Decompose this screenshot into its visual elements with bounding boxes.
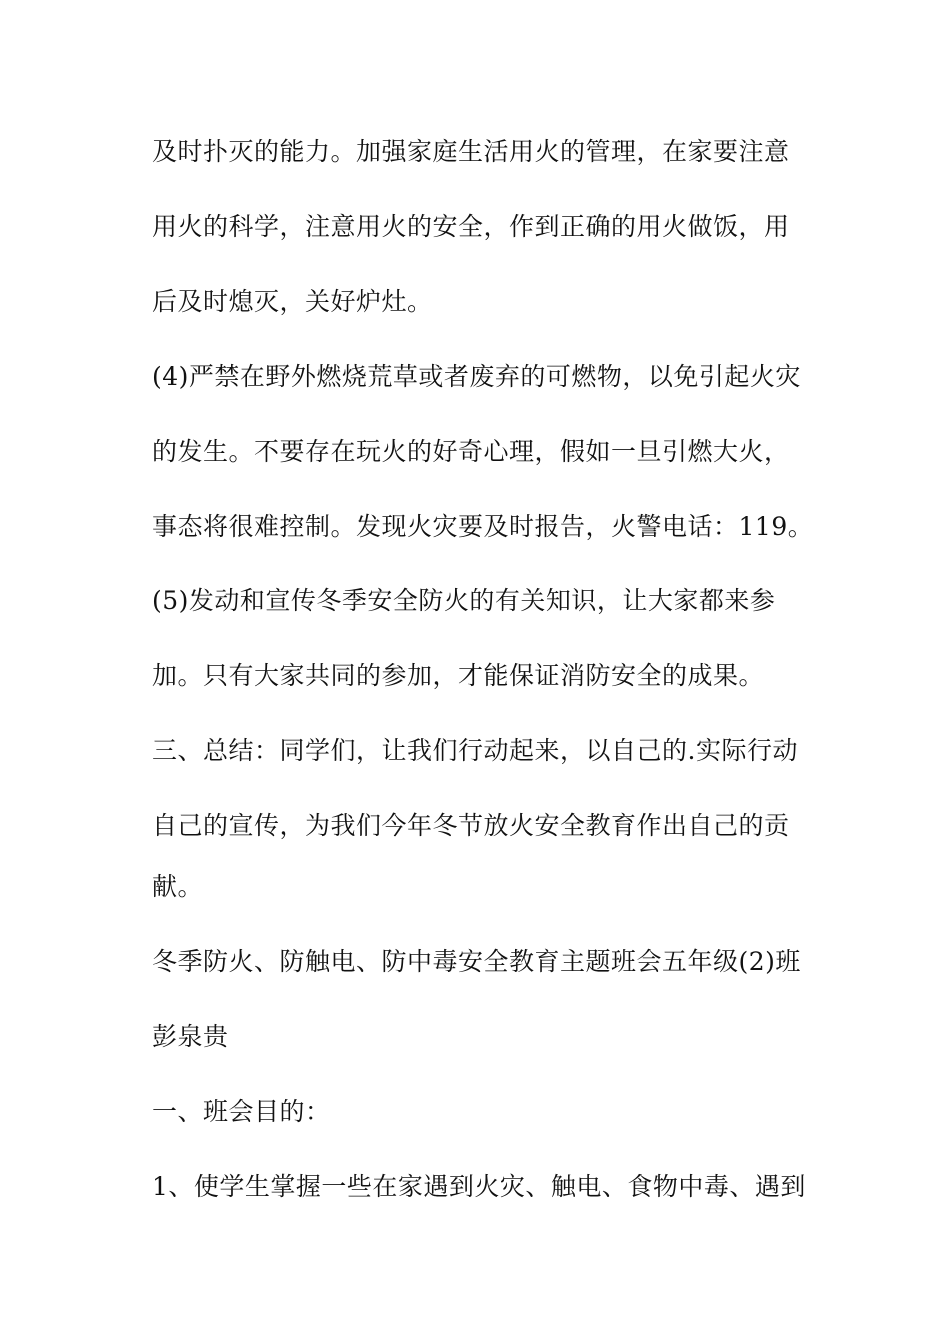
text-line: 的发生。不要存在玩火的好奇心理，假如一旦引燃大火， (152, 437, 790, 466)
text-line: 冬季防火、防触电、防中毒安全教育主题班会五年级(2)班 (152, 947, 801, 976)
text-line: 三、总结：同学们，让我们行动起来，以自己的.实际行动 (152, 736, 798, 765)
text-line: 后及时熄灭，关好炉灶。 (152, 287, 433, 316)
text-line: 及时扑灭的能力。加强家庭生活用火的管理，在家要注意 (152, 137, 790, 166)
text-line: 用火的科学，注意用火的安全，作到正确的用火做饭，用 (152, 212, 790, 241)
text-line: 1、使学生掌握一些在家遇到火灾、触电、食物中毒、遇到 (152, 1172, 806, 1201)
text-line: 一、班会目的： (152, 1097, 331, 1126)
text-line: 献。 (152, 872, 204, 901)
text-line: 加。只有大家共同的参加，才能保证消防安全的成果。 (152, 661, 765, 690)
text-line: 彭泉贵 (152, 1022, 229, 1051)
text-line: (5)发动和宣传冬季安全防火的有关知识，让大家都来参 (152, 586, 776, 615)
text-line: 自己的宣传，为我们今年冬节放火安全教育作出自己的贡 (152, 811, 790, 840)
text-line: 事态将很难控制。发现火灾要及时报告，火警电话：119。 (152, 512, 814, 541)
text-line: (4)严禁在野外燃烧荒草或者废弃的可燃物，以免引起火灾 (152, 362, 801, 391)
